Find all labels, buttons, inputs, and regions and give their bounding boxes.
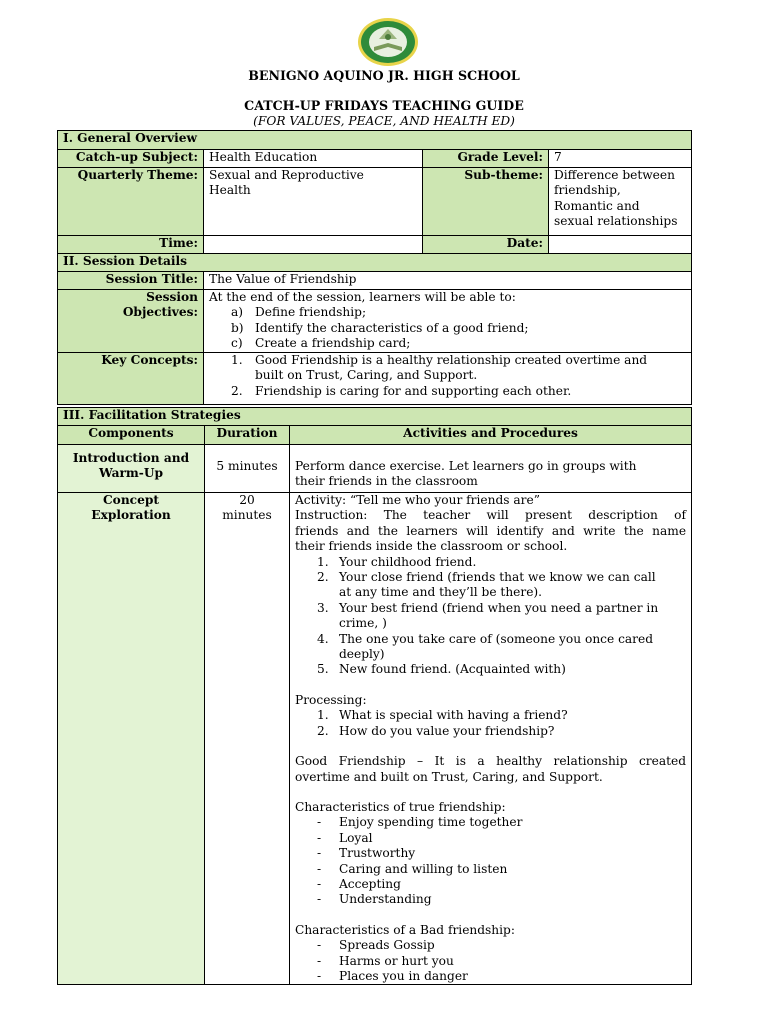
concept-line: built on Trust, Caring, and Support.	[255, 368, 478, 383]
processing-text: What is special with having a friend?	[339, 708, 568, 723]
duration-line: 20	[239, 493, 255, 507]
processing-label: Processing:	[295, 692, 367, 707]
item-marker: -	[317, 846, 322, 861]
col-duration: Duration	[205, 426, 290, 445]
component-line: Exploration	[91, 508, 171, 523]
grade-value: 7	[549, 150, 692, 168]
true-item	[295, 877, 686, 892]
col-activities: Activities and Procedures	[290, 426, 692, 445]
objectives-value	[204, 290, 692, 353]
true-item	[295, 815, 686, 830]
true-friendship-label: Characteristics of true friendship:	[295, 799, 506, 814]
subject-label: Catch-up Subject:	[58, 150, 204, 168]
grade-label: Grade Level:	[423, 150, 549, 168]
instruction-line: their friends inside the classroom or school.	[295, 539, 568, 554]
bad-item	[295, 969, 686, 984]
friend-item	[295, 632, 686, 663]
item-marker: a)	[231, 305, 244, 320]
session-title-value: The Value of Friendship	[204, 272, 692, 290]
intro-duration: 5 minutes	[205, 445, 290, 493]
concept-activity	[290, 493, 692, 985]
objectives-label-line: Objectives:	[122, 305, 198, 320]
theme-line: Health	[209, 183, 251, 198]
key-concepts-label: Key Concepts:	[58, 353, 204, 405]
subtheme-line: Difference between	[554, 168, 675, 182]
duration-line: minutes	[222, 508, 272, 523]
bad-friendship-label: Characteristics of a Bad friendship:	[295, 922, 515, 937]
true-item-text: Accepting	[339, 876, 401, 891]
subtheme-line: sexual relationships	[554, 214, 678, 229]
concept-line: Friendship is caring for and supporting each other.	[255, 383, 572, 398]
friend-line: The one you take care of (someone you once cared	[339, 631, 654, 646]
friend-item	[295, 555, 686, 570]
item-marker: b)	[231, 320, 244, 335]
friend-line: Your best friend (friend when you need a partner in	[339, 600, 659, 615]
item-marker: 1.	[231, 353, 243, 367]
item-marker: -	[317, 953, 322, 968]
item-marker: -	[317, 968, 322, 983]
bad-item-text: Harms or hurt you	[339, 953, 454, 968]
objective-text: Create a friendship card;	[255, 336, 411, 351]
key-concepts-value	[204, 353, 692, 405]
friend-line: Your close friend (friends that we know we can call	[339, 570, 656, 585]
good-friendship-line: overtime and built on Trust, Caring, and Support.	[295, 769, 603, 784]
date-value	[549, 236, 692, 254]
objective-item	[209, 336, 686, 351]
item-marker: -	[317, 876, 322, 891]
theme-label: Quarterly Theme:	[58, 168, 204, 236]
objective-text: Define friendship;	[255, 305, 367, 320]
subtheme-value	[549, 168, 692, 236]
item-marker: 3.	[317, 600, 329, 615]
col-components: Components	[58, 426, 205, 445]
item-marker: 2.	[317, 723, 329, 738]
section-general-overview: I. General Overview	[58, 131, 692, 150]
date-label: Date:	[423, 236, 549, 254]
guide-title: CATCH-UP FRIDAYS TEACHING GUIDE	[244, 98, 524, 113]
good-friendship-line: Good Friendship – It is a healthy relationship created	[295, 754, 687, 769]
objective-item	[209, 321, 686, 336]
instruction-line: friends and the learners will identify and write the name	[295, 523, 687, 538]
school-seal-icon	[357, 17, 419, 67]
concept-duration	[205, 493, 290, 985]
item-marker: 4.	[317, 631, 329, 646]
item-marker: c)	[231, 336, 243, 351]
concept-item	[209, 384, 686, 399]
section-facilitation: III. Facilitation Strategies	[58, 408, 692, 426]
true-item-text: Caring and willing to listen	[339, 861, 508, 876]
true-item	[295, 831, 686, 846]
true-item	[295, 846, 686, 861]
item-marker: 1.	[317, 554, 329, 569]
theme-value	[204, 168, 423, 236]
subtheme-line: friendship,	[554, 183, 621, 198]
processing-item	[295, 708, 686, 723]
section-session-details: II. Session Details	[58, 254, 692, 272]
bad-item-text: Places you in danger	[339, 968, 468, 983]
item-marker: 1.	[317, 708, 329, 723]
item-marker: -	[317, 892, 322, 907]
intro-component	[58, 445, 205, 493]
objectives-intro: At the end of the session, learners will be able to:	[209, 290, 516, 304]
school-name: BENIGNO AQUINO JR. HIGH SCHOOL	[248, 68, 520, 83]
objectives-label	[58, 290, 204, 353]
concept-item	[209, 353, 686, 384]
concept-line: Good Friendship is a healthy relationship created overtime and	[255, 353, 648, 367]
true-item	[295, 892, 686, 907]
instruction-line: Instruction: The teacher will present description of	[295, 508, 687, 523]
true-item-text: Understanding	[339, 892, 432, 907]
facilitation-table	[57, 407, 692, 985]
intro-activity	[290, 445, 692, 493]
friend-line: New found friend. (Acquainted with)	[339, 662, 566, 677]
friend-line: deeply)	[339, 647, 385, 662]
item-marker: -	[317, 815, 322, 830]
objectives-label-line: Session	[146, 290, 198, 304]
activity-line: Perform dance exercise. Let learners go in groups with	[295, 459, 637, 473]
subtheme-line: Romantic and	[554, 198, 640, 213]
subject-value: Health Education	[204, 150, 423, 168]
session-title-label: Session Title:	[58, 272, 204, 290]
objective-text: Identify the characteristics of a good friend;	[255, 320, 529, 335]
guide-subtitle: (FOR VALUES, PEACE, AND HEALTH ED)	[253, 114, 515, 128]
friend-item	[295, 570, 686, 601]
concept-component	[58, 493, 205, 985]
bad-item-text: Spreads Gossip	[339, 938, 435, 953]
time-label: Time:	[58, 236, 204, 254]
friend-line: crime, )	[339, 616, 387, 631]
activity-title: Activity: “Tell me who your friends are”	[295, 493, 540, 507]
item-marker: 5.	[317, 662, 329, 677]
overview-table	[57, 130, 692, 405]
theme-line: Sexual and Reproductive	[209, 168, 364, 182]
bad-item	[295, 938, 686, 953]
time-value	[204, 236, 423, 254]
item-marker: 2.	[231, 383, 243, 398]
true-item	[295, 862, 686, 877]
friend-line: at any time and they’ll be there).	[339, 585, 543, 600]
friend-item	[295, 601, 686, 632]
subtheme-label: Sub-theme:	[423, 168, 549, 236]
component-line: Warm-Up	[98, 466, 164, 481]
activity-line: their friends in the classroom	[295, 474, 478, 489]
component-line: Introduction and	[72, 451, 190, 465]
true-item-text: Enjoy spending time together	[339, 815, 523, 830]
objective-item	[209, 305, 686, 320]
processing-item	[295, 724, 686, 739]
true-item-text: Trustworthy	[339, 846, 416, 861]
processing-text: How do you value your friendship?	[339, 723, 555, 738]
component-line: Concept	[102, 493, 160, 507]
bad-item	[295, 954, 686, 969]
item-marker: -	[317, 830, 322, 845]
item-marker: -	[317, 861, 322, 876]
friend-item	[295, 662, 686, 677]
item-marker: -	[317, 938, 322, 953]
item-marker: 2.	[317, 570, 329, 585]
true-item-text: Loyal	[339, 830, 373, 845]
friend-line: Your childhood friend.	[339, 554, 477, 569]
